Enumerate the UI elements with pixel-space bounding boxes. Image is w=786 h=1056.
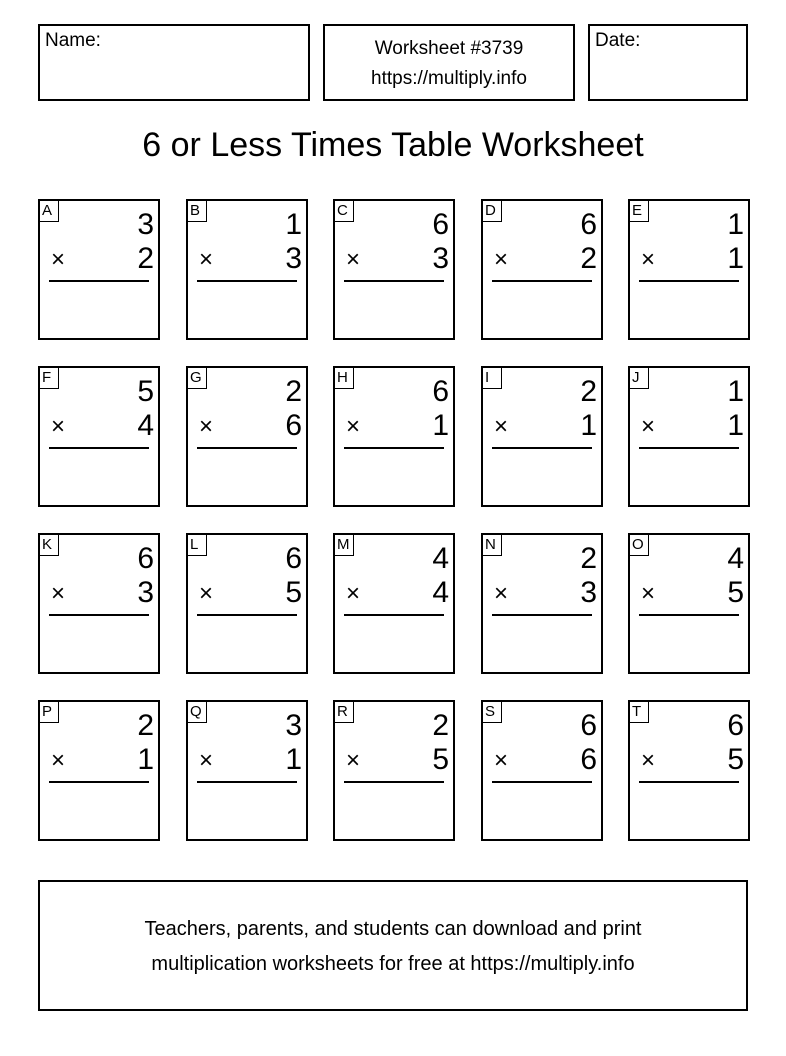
- footer-text-line-2: multiplication worksheets for free at https://multiply.info: [151, 953, 635, 975]
- problem-card[interactable]: [628, 533, 750, 674]
- times-sign: ×: [346, 580, 361, 607]
- problem-card[interactable]: [333, 700, 455, 841]
- multiplicand: 6: [285, 542, 302, 575]
- multiplier: 1: [727, 242, 744, 275]
- answer-rule: [344, 781, 444, 783]
- times-sign: ×: [199, 580, 214, 607]
- multiplier: 3: [432, 242, 449, 275]
- multiplicand: 3: [285, 709, 302, 742]
- problem-letter: J: [629, 367, 649, 389]
- multiplier: 4: [432, 576, 449, 609]
- multiplicand: 1: [727, 375, 744, 408]
- multiplicand: 2: [137, 709, 154, 742]
- multiplier: 1: [432, 409, 449, 442]
- problem-letter: G: [187, 367, 207, 389]
- footer-box: [38, 880, 748, 1011]
- worksheet-info-box: [323, 24, 575, 101]
- multiplicand: 2: [580, 542, 597, 575]
- multiplier: 5: [285, 576, 302, 609]
- times-sign: ×: [641, 747, 656, 774]
- answer-rule: [639, 447, 739, 449]
- answer-rule: [492, 614, 592, 616]
- multiplicand: 5: [137, 375, 154, 408]
- answer-rule: [492, 280, 592, 282]
- times-sign: ×: [51, 747, 66, 774]
- times-sign: ×: [494, 413, 509, 440]
- multiplier: 4: [137, 409, 154, 442]
- times-sign: ×: [346, 246, 361, 273]
- multiplier: 1: [137, 743, 154, 776]
- answer-rule: [49, 447, 149, 449]
- answer-rule: [197, 614, 297, 616]
- multiplier: 5: [432, 743, 449, 776]
- times-sign: ×: [199, 747, 214, 774]
- problem-letter: L: [187, 534, 207, 556]
- times-sign: ×: [199, 246, 214, 273]
- problem-letter: K: [39, 534, 59, 556]
- multiplicand: 4: [727, 542, 744, 575]
- times-sign: ×: [641, 246, 656, 273]
- multiplier: 1: [285, 743, 302, 776]
- problem-card[interactable]: [628, 700, 750, 841]
- problem-card[interactable]: [333, 533, 455, 674]
- answer-rule: [197, 447, 297, 449]
- worksheet-url[interactable]: https://multiply.info: [371, 68, 527, 89]
- date-field-box[interactable]: [588, 24, 748, 101]
- multiplicand: 6: [137, 542, 154, 575]
- problem-card[interactable]: [38, 533, 160, 674]
- problem-card[interactable]: [628, 366, 750, 507]
- multiplier: 5: [727, 743, 744, 776]
- multiplicand: 2: [285, 375, 302, 408]
- problem-letter: C: [334, 200, 354, 222]
- multiplicand: 4: [432, 542, 449, 575]
- multiplicand: 1: [727, 208, 744, 241]
- footer-text-line-1: Teachers, parents, and students can download and print: [144, 918, 642, 940]
- problem-letter: A: [39, 200, 59, 222]
- multiplicand: 6: [432, 208, 449, 241]
- problem-card[interactable]: [333, 199, 455, 340]
- multiplier: 5: [727, 576, 744, 609]
- answer-rule: [344, 280, 444, 282]
- multiplier: 3: [285, 242, 302, 275]
- problem-card[interactable]: [186, 533, 308, 674]
- answer-rule: [49, 614, 149, 616]
- answer-rule: [639, 614, 739, 616]
- multiplicand: 3: [137, 208, 154, 241]
- answer-rule: [344, 447, 444, 449]
- answer-rule: [197, 781, 297, 783]
- times-sign: ×: [641, 580, 656, 607]
- problem-card[interactable]: [38, 199, 160, 340]
- problem-letter: Q: [187, 701, 207, 723]
- problem-letter: R: [334, 701, 354, 723]
- problem-letter: H: [334, 367, 354, 389]
- answer-rule: [344, 614, 444, 616]
- multiplier: 1: [580, 409, 597, 442]
- problem-card[interactable]: [481, 533, 603, 674]
- problem-letter: E: [629, 200, 649, 222]
- multiplier: 3: [137, 576, 154, 609]
- problem-card[interactable]: [333, 366, 455, 507]
- problem-card[interactable]: [38, 366, 160, 507]
- multiplicand: 2: [580, 375, 597, 408]
- multiplier: 2: [580, 242, 597, 275]
- problem-letter: F: [39, 367, 59, 389]
- times-sign: ×: [51, 246, 66, 273]
- times-sign: ×: [51, 413, 66, 440]
- multiplier: 1: [727, 409, 744, 442]
- problem-card[interactable]: [38, 700, 160, 841]
- answer-rule: [197, 280, 297, 282]
- multiplicand: 6: [580, 709, 597, 742]
- problem-card[interactable]: [481, 199, 603, 340]
- times-sign: ×: [641, 413, 656, 440]
- problem-letter: I: [482, 367, 502, 389]
- multiplicand: 6: [432, 375, 449, 408]
- times-sign: ×: [199, 413, 214, 440]
- multiplier: 6: [285, 409, 302, 442]
- answer-rule: [492, 781, 592, 783]
- multiplier: 2: [137, 242, 154, 275]
- answer-rule: [492, 447, 592, 449]
- multiplier: 3: [580, 576, 597, 609]
- problem-card[interactable]: [186, 700, 308, 841]
- problem-card[interactable]: [186, 366, 308, 507]
- multiplicand: 6: [580, 208, 597, 241]
- problem-card[interactable]: [186, 199, 308, 340]
- times-sign: ×: [346, 747, 361, 774]
- answer-rule: [49, 280, 149, 282]
- name-field-box[interactable]: [38, 24, 310, 101]
- problem-letter: D: [482, 200, 502, 222]
- worksheet-number: Worksheet #3739: [374, 38, 524, 59]
- multiplicand: 2: [432, 709, 449, 742]
- times-sign: ×: [494, 246, 509, 273]
- problem-card[interactable]: [481, 700, 603, 841]
- answer-rule: [639, 280, 739, 282]
- times-sign: ×: [494, 747, 509, 774]
- times-sign: ×: [346, 413, 361, 440]
- date-label: Date:: [595, 30, 641, 51]
- page-title: 6 or Less Times Table Worksheet: [142, 126, 644, 164]
- problem-letter: T: [629, 701, 649, 723]
- answer-rule: [639, 781, 739, 783]
- multiplicand: 1: [285, 208, 302, 241]
- problem-letter: O: [629, 534, 649, 556]
- problem-card[interactable]: [628, 199, 750, 340]
- times-sign: ×: [51, 580, 66, 607]
- problem-letter: B: [187, 200, 207, 222]
- problem-letter: S: [482, 701, 502, 723]
- multiplier: 6: [580, 743, 597, 776]
- name-label: Name:: [45, 30, 101, 51]
- problem-card[interactable]: [481, 366, 603, 507]
- problem-letter: M: [334, 534, 354, 556]
- answer-rule: [49, 781, 149, 783]
- times-sign: ×: [494, 580, 509, 607]
- problem-letter: N: [482, 534, 502, 556]
- problem-letter: P: [39, 701, 59, 723]
- multiplicand: 6: [727, 709, 744, 742]
